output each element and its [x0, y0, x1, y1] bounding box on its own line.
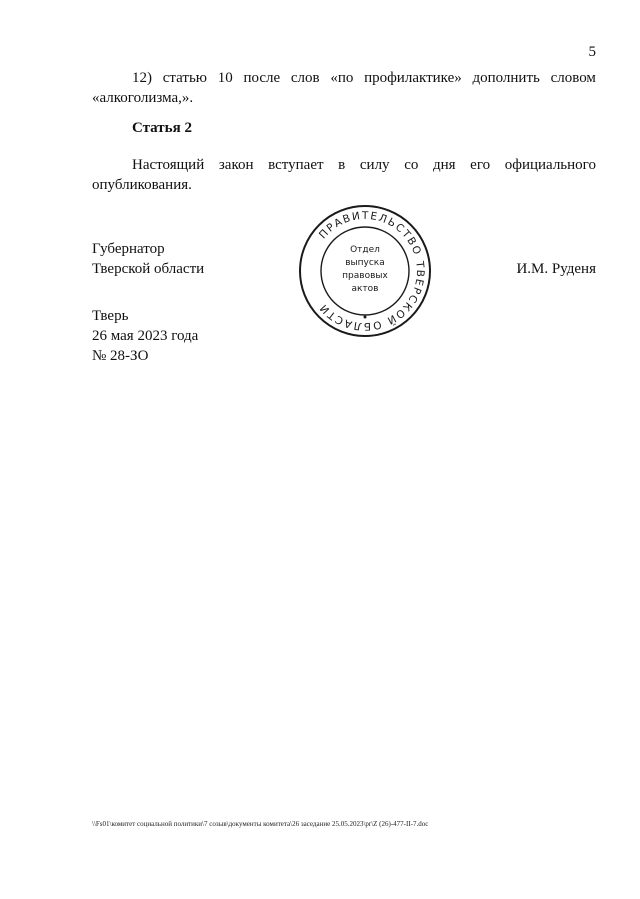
word: слов — [290, 70, 320, 86]
article-2-paragraph — [92, 155, 596, 195]
footer-file-path: \\Fs01\комитет социальной политики\7 созыв\документы комитета\26 заседание 25.05.2023\pr\Z (26)-477-II-7.doc — [92, 820, 429, 828]
word: 10 — [217, 70, 233, 86]
signer-name: И.М. Руденя — [516, 261, 596, 277]
seal-inner-line-3: правовых — [342, 271, 388, 281]
word: в — [338, 157, 346, 173]
word: дополнить — [472, 70, 540, 86]
word: «по — [330, 70, 354, 86]
signer-title-line-1: Губернатор — [92, 241, 165, 257]
word: со — [404, 157, 419, 173]
official-seal-stamp — [297, 203, 433, 339]
item-12-line-1 — [92, 68, 596, 88]
word: его — [470, 157, 491, 173]
word: 12) — [132, 70, 152, 86]
seal-inner-line-2: выпуска — [345, 258, 385, 268]
item-12-line-2: «алкоголизма,». — [92, 90, 194, 106]
word: силу — [359, 157, 390, 173]
city: Тверь — [92, 308, 129, 324]
place-date-block — [92, 306, 198, 366]
article-2-line-1 — [92, 155, 596, 175]
article-2-line-2: опубликования. — [92, 177, 192, 193]
article-2-heading: Статья 2 — [132, 120, 192, 136]
item-12-paragraph — [92, 68, 596, 108]
signer-title — [92, 239, 204, 279]
word: закон — [218, 157, 254, 173]
word: после — [243, 70, 281, 86]
word: Настоящий — [132, 157, 205, 173]
date: 26 мая 2023 года — [92, 328, 199, 344]
word: профилактике» — [364, 70, 462, 86]
seal-inner-line-4: актов — [351, 284, 379, 294]
word: вступает — [268, 157, 324, 173]
word: статью — [162, 70, 207, 86]
seal-ring-text: ПРАВИТЕЛЬСТВО ТВЕРСКОЙ ОБЛАСТИ — [316, 209, 427, 333]
signer-title-line-2: Тверской области — [92, 261, 205, 277]
law-number: № 28-ЗО — [92, 348, 149, 364]
word: дня — [432, 157, 456, 173]
word: официального — [504, 157, 596, 173]
seal-dot — [364, 316, 367, 319]
word: словом — [550, 70, 596, 86]
page-number: 5 — [588, 44, 596, 60]
seal-inner-line-1: Отдел — [350, 245, 380, 255]
